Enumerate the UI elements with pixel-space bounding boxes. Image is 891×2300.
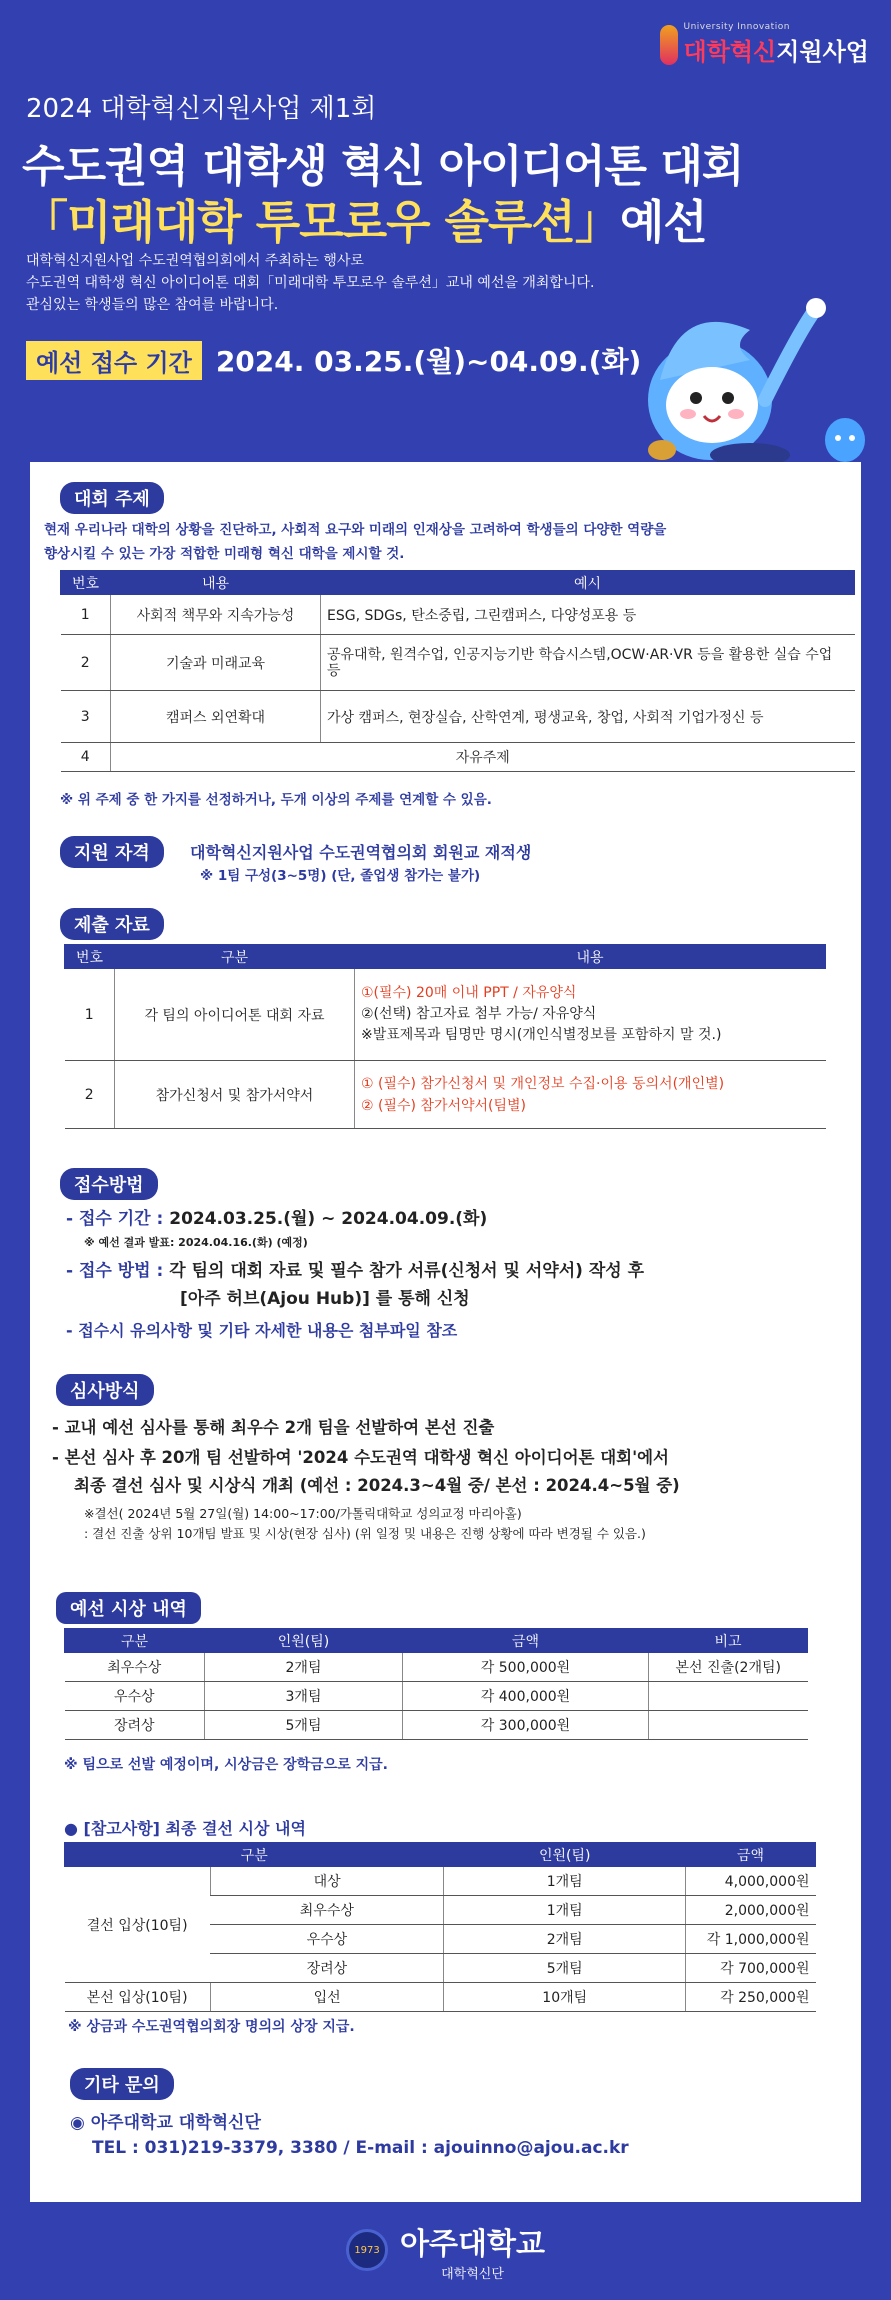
university-name: 아주대학교 — [400, 2226, 545, 2262]
table-row: 1 사회적 책무와 지속가능성 ESG, SDGs, 탄소중립, 그린캠퍼스, 다양성포용 등 — [61, 595, 855, 635]
table-row: 3 캠퍼스 외연확대 가상 캠퍼스, 현장실습, 산학연계, 평생교육, 창업, 사회적 기업가정신 등 — [61, 691, 855, 743]
method-heading: 접수방법 — [60, 1168, 158, 1200]
method-note: - 접수시 유의사항 및 기타 자세한 내용은 첨부파일 참조 — [66, 1321, 458, 1340]
judging-line-3: 최종 결선 심사 및 시상식 개최 (예선 : 2024.3~4월 중/ 본선 : 2024.4~5월 중) — [74, 1476, 680, 1495]
sub-title-end: 예선 — [619, 195, 707, 249]
university-dept: 대학혁신단 — [441, 2266, 504, 2282]
period-label: 예선 접수 기간 — [26, 341, 202, 380]
eligibility-line-2: ※ 1팀 구성(3~5명) (단, 졸업생 참가는 불가) — [200, 868, 481, 884]
year-line: 2024 대학혁신지원사업 제1회 — [26, 94, 377, 124]
period-value: 2024. 03.25.(월)~04.09.(화) — [215, 345, 642, 378]
judging-note-1: ※결선( 2024년 5월 27일(월) 14:00~17:00/가톨릭대학교 성의교정 마리아홀) — [84, 1506, 522, 1521]
topic-table: 번호 내용 예시 1 사회적 책무와 지속가능성 ESG, SDGs, 탄소중립, 그린캠퍼스, 다양성포용 등 2 기술과 미래교육 공유대학, 원격수업, 인공지능기반 학습시스템,OCW·AR·VR 등을 활용한 실습 수업 등 3 캠퍼스 외연확대 가상 캠퍼스, 현장실습, 산학연계, 평생교육, 창업, 사회적 기업가정신 등 4 자유주제 — [60, 570, 855, 772]
table-row: 2 기술과 미래교육 공유대학, 원격수업, 인공지능기반 학습시스템,OCW·AR·VR 등을 활용한 실습 수업 등 — [61, 635, 855, 691]
table-row: 우수상 3개팀 각 400,000원 — [65, 1682, 808, 1711]
topic-heading: 대회 주제 — [60, 482, 164, 514]
contact-org: ◉ 아주대학교 대학혁신단 — [70, 2113, 261, 2133]
hero-banner — [0, 0, 891, 460]
method-period-value: 2024.03.25.(월) ~ 2024.04.09.(화) — [169, 1209, 488, 1229]
prelim-awards-table: 구분 인원(팀) 금액 비고 최우수상 2개팀 각 500,000원 본선 진출(2개팀) 우수상 3개팀 각 400,000원 장려상 5개팀 각 300,000원 — [64, 1628, 808, 1740]
logo-rest-text: 지원사업 — [776, 38, 869, 66]
content-card — [30, 462, 861, 2202]
program-logo-icon — [660, 25, 678, 65]
submission-table: 번호 구분 내용 1 각 팀의 아이디어톤 대회 자료 ①(필수) 20매 이내 PPT / 자유양식 ②(선택) 참고자료 첨부 가능/ 자유양식 ※발표제목과 팀명만 명시(개인식별정보를 포함하지 말 것.) 2 참가신청서 및 참가서약서 ① (필수) 참가신청서 및 개인정보 수집·이용 동의서(개인별) ② (필수) 참가서약서(팀별) — [64, 944, 826, 1129]
topic-intro-1: 현재 우리나라 대학의 상황을 진단하고, 사회적 요구와 미래의 인재상을 고려하여 학생들의 다양한 역량을 — [44, 522, 667, 538]
final-awards-note: ※ 상금과 수도권역협의회장 명의의 상장 지급. — [68, 2019, 355, 2035]
table-row: 장려상 5개팀 각 700,000원 — [65, 1954, 816, 1983]
table-row: 최우수상 2개팀 각 500,000원 본선 진출(2개팀) — [65, 1653, 808, 1682]
judging-note-2: : 결선 진출 상위 10개팀 발표 및 시상(현장 심사) (위 일정 및 내용은 진행 상황에 따라 변경될 수 있음.) — [84, 1526, 646, 1541]
table-row: 2 참가신청서 및 참가서약서 ① (필수) 참가신청서 및 개인정보 수집·이용 동의서(개인별) ② (필수) 참가서약서(팀별) — [65, 1061, 826, 1129]
final-awards-title: ● [참고사항] 최종 결선 시상 내역 — [64, 1819, 306, 1838]
contact-heading: 기타 문의 — [70, 2068, 174, 2100]
submission-heading: 제출 자료 — [60, 908, 164, 940]
prelim-awards-note: ※ 팀으로 선발 예정이며, 시상금은 장학금으로 지급. — [64, 1757, 388, 1773]
eligibility-line-1: 대학혁신지원사업 수도권역협의회 회원교 재적생 — [190, 843, 532, 862]
judging-line-2: - 본선 심사 후 20개 팀 선발하여 '2024 수도권역 대학생 혁신 아이디어톤 대회'에서 — [52, 1448, 669, 1467]
result-note: ※ 예선 결과 발표: 2024.04.16.(화) (예정) — [84, 1236, 308, 1249]
footer-logo — [0, 2200, 891, 2300]
method-period-label: - 접수 기간 : — [66, 1209, 164, 1229]
method-label: - 접수 방법 : — [66, 1261, 164, 1281]
table-row: 최우수상 1개팀 2,000,000원 — [65, 1896, 816, 1925]
sub-title-bracket: 「미래대학 투모로우 솔루션」 — [22, 195, 620, 249]
judging-line-1: - 교내 예선 심사를 통해 최우수 2개 팀을 선발하여 본선 진출 — [52, 1418, 495, 1437]
university-emblem-icon: 1973 — [346, 2229, 388, 2271]
judging-heading: 심사방식 — [56, 1374, 154, 1406]
program-logo — [660, 22, 870, 67]
logo-red-text: 대학혁신 — [683, 38, 777, 66]
contact-tel-email: TEL : 031)219-3379, 3380 / E-mail : ajouinno@ajou.ac.kr — [92, 2138, 629, 2158]
method-value-2: [아주 허브(Ajou Hub)] 를 통해 신청 — [180, 1289, 470, 1309]
intro-description: 대학혁신지원사업 수도권역협의회에서 주최하는 행사로 수도권역 대학생 혁신 아이디어톤 대회「미래대학 투모로우 솔루션」교내 예선을 개최합니다. 관심있는 학생들의 많은 참여를 바랍니다. — [26, 253, 595, 313]
table-row: 4 자유주제 — [61, 743, 855, 772]
main-title: 수도권역 대학생 혁신 아이디어톤 대회 — [22, 141, 744, 192]
mascot-illustration-icon — [640, 290, 870, 470]
topic-note: ※ 위 주제 중 한 가지를 선정하거나, 두개 이상의 주제를 연계할 수 있음. — [60, 792, 492, 808]
final-awards-table: 구분 인원(팀) 금액 결선 입상(10팀) 대상 1개팀 4,000,000원 최우수상 1개팀 2,000,000원 우수상 2개팀 각 1,000,000원 장려상 5개팀 각 700,000원 본선 입상(10팀) 입선 10개팀 각 250,000원 — [64, 1842, 816, 2012]
table-row: 본선 입상(10팀) 입선 10개팀 각 250,000원 — [65, 1983, 816, 2012]
prelim-awards-heading: 예선 시상 내역 — [56, 1592, 201, 1624]
table-row: 장려상 5개팀 각 300,000원 — [65, 1711, 808, 1740]
eligibility-heading: 지원 자격 — [60, 836, 164, 868]
application-period — [26, 340, 641, 380]
table-row: 결선 입상(10팀) 대상 1개팀 4,000,000원 — [65, 1867, 816, 1896]
topic-intro-2: 향상시킬 수 있는 가장 적합한 미래형 혁신 대학을 제시할 것. — [44, 546, 405, 562]
logo-small-text: University Innovation — [683, 22, 790, 32]
table-row: 1 각 팀의 아이디어톤 대회 자료 ①(필수) 20매 이내 PPT / 자유양식 ②(선택) 참고자료 첨부 가능/ 자유양식 ※발표제목과 팀명만 명시(개인식별정보를 포함하지 말 것.) — [65, 969, 826, 1061]
table-row: 우수상 2개팀 각 1,000,000원 — [65, 1925, 816, 1954]
sub-title — [22, 186, 707, 252]
method-value: 각 팀의 대회 자료 및 필수 참가 서류(신청서 및 서약서) 작성 후 — [169, 1261, 645, 1281]
